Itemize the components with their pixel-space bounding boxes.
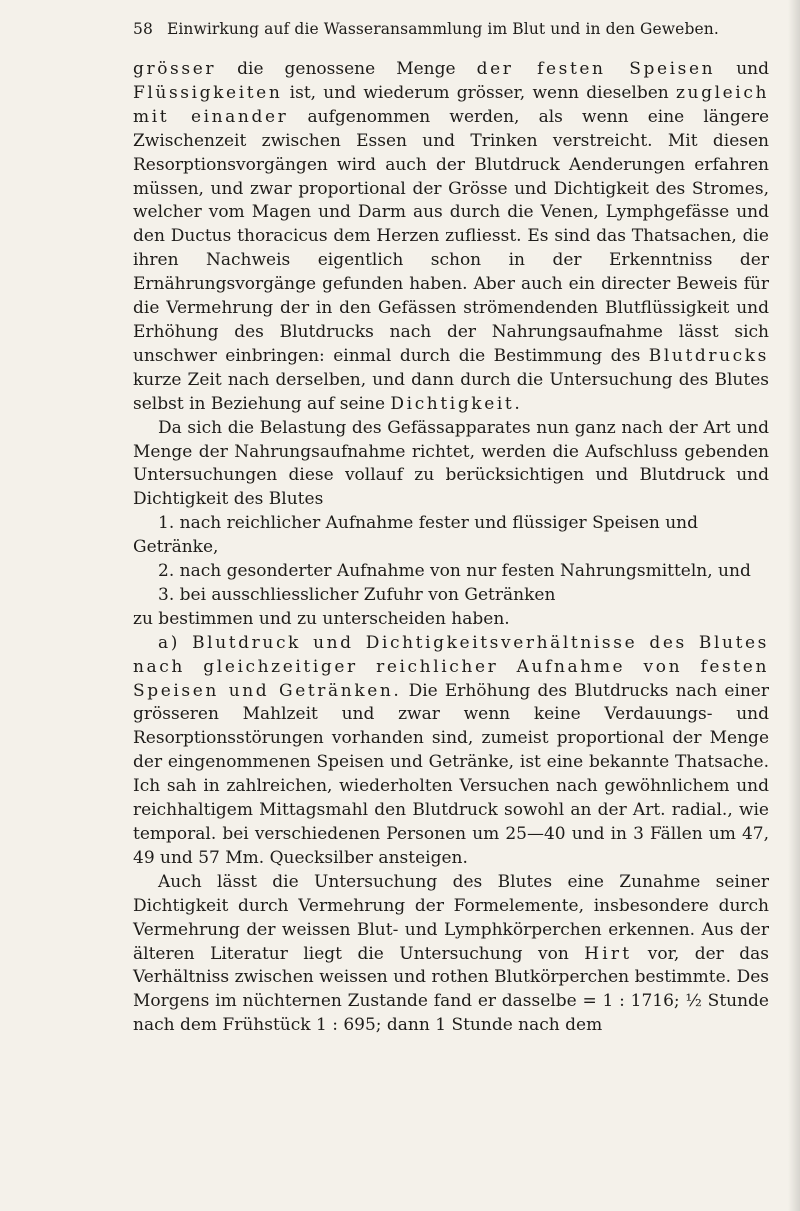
text-run: und [715, 59, 770, 79]
emphasis: Flüssigkeiten [133, 82, 283, 103]
paragraph-5 [133, 871, 769, 1038]
emphasis: zugleich mit einander [133, 82, 769, 127]
text-run: kurze Zeit nach derselben, und dann durch die Untersuchung des Blutes selbst in Beziehung auf seine [133, 369, 769, 414]
emphasis: Blutdrucks [648, 345, 769, 366]
emphasis: Dichtigkeit [390, 393, 515, 414]
section-heading: a) Blutdruck und Dichtigkeitsverhältnisse des Blutes nach gleichzeitiger reichlicher Aufnahme von festen Speisen und Getränken. [133, 632, 769, 701]
paragraph-3: zu bestimmen und zu unterscheiden haben. [133, 608, 510, 629]
text-run: ist, und wiederum grösser, wenn dieselben [282, 82, 676, 103]
page-number: 58 [133, 20, 153, 38]
emphasis: Hirt [584, 943, 633, 964]
paragraph-4 [133, 632, 769, 871]
text-run: . [514, 393, 520, 414]
emphasis: der festen Speisen [476, 59, 716, 79]
list-item: 1. nach reichlicher Aufnahme fester und flüssiger Speisen und Getränke, [133, 513, 699, 558]
body-text [133, 58, 769, 1038]
paragraph-1 [133, 58, 769, 417]
text-run: aufgenommen werden, als wenn eine längere Zwischenzeit zwischen Essen und Trinken verstreicht. Mit diesen Resorptionsvorgängen wird auch der Blutdruck Aenderungen erfahren müssen, und zwar proportional der Grösse und Dichtigkeit des Stromes, welcher vom Magen und Darm aus durch die Venen, Lymphgefässe und den Ductus thoracicus dem Herzen zufliesst. Es sind das Thatsachen, die ihren Nachweis eigentlich schon in der Erkenntniss der Ernährungsvorgänge gefunden haben. Aber auch ein directer Beweis für die Vermehrung der in den Gefässen strömendenden Blutflüssigkeit und Erhöhung des Blutdrucks nach der Nahrungsaufnahme lässt sich unschwer einbringen: einmal durch die Bestimmung des [133, 106, 770, 366]
running-title: Einwirkung auf die Wasseransammlung im Blut und in den Geweben. [166, 20, 719, 38]
text-run: vor, der das Verhältniss zwischen weissen und rothen Blutkörperchen bestimmte. Des Morgens im nüchternen Zustande fand er dasselbe = 1 : 1716; ½ Stunde nach dem Frühstück 1 : 695; dann 1 Stunde nach dem [133, 943, 770, 1036]
text-run: Auch lässt die Untersuchung des Blutes eine Zunahme seiner Dichtigkeit durch Vermehrung der Formelemente, insbesondere durch Vermehrung der weissen Blut- und Lymphkörperchen erkennen. Aus der älteren Literatur liegt die Untersuchung von [133, 871, 769, 964]
text-run: die genossene Menge [216, 59, 477, 79]
text-run: Die Erhöhung des Blutdrucks nach einer grösseren Mahlzeit und zwar wenn keine Verdauungs- und Resorptionsstörungen vorhanden sind, zumeist proportional der Menge der eingenommenen Speisen und Getränke, ist eine bekannte Thatsache. Ich sah in zahlreichen, wiederholten Versuchen nach gewöhnlichem und reichhaltigem Mittagsmahl den Blutdruck sowohl an der Art. radial., wie temporal. bei verschiedenen Personen um 25—40 und in 3 Fällen um 47, 49 und 57 Mm. Quecksilber ansteigen. [133, 680, 769, 868]
emphasis: grösser [133, 59, 217, 79]
list-item: 3. bei ausschliesslicher Zufuhr von Getränken [158, 584, 556, 605]
page-edge-shadow [788, 0, 800, 1211]
running-head [133, 20, 719, 38]
paragraph-2: Da sich die Belastung des Gefässapparates nun ganz nach der Art und Menge der Nahrungsaufnahme richtet, werden die Aufschluss gebenden Untersuchungen diese vollauf zu berücksichtigen und Blutdruck und Dichtigkeit des Blutes [133, 417, 769, 510]
list-item: 2. nach gesonderter Aufnahme von nur festen Nahrungsmitteln, und [158, 561, 751, 582]
